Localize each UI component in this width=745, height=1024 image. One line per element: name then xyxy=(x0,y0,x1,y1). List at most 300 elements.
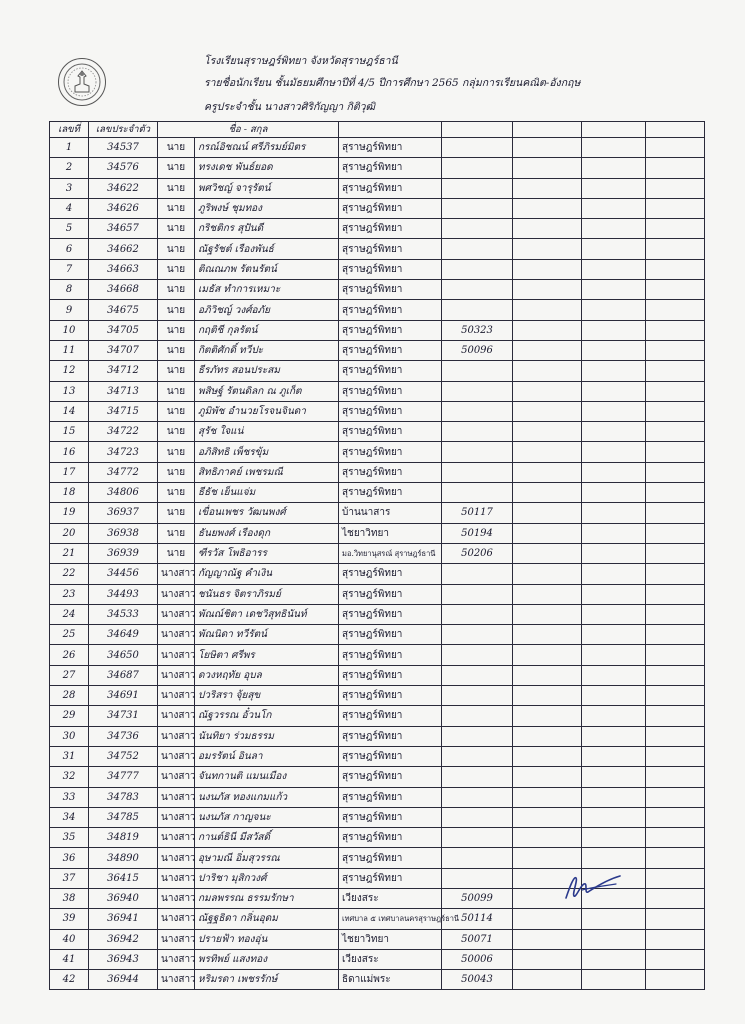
cell-empty xyxy=(582,320,646,340)
cell-title: นางสาว xyxy=(158,665,195,685)
cell-no: 23 xyxy=(50,584,89,604)
cell-empty xyxy=(513,523,582,543)
cell-empty xyxy=(513,138,582,158)
cell-student-id: 34622 xyxy=(89,178,158,198)
cell-student-id: 34712 xyxy=(89,361,158,381)
cell-no: 3 xyxy=(50,178,89,198)
cell-school: สุราษฎร์พิทยา xyxy=(339,300,442,320)
cell-empty xyxy=(513,909,582,929)
table-row xyxy=(50,259,705,279)
table-row xyxy=(50,219,705,239)
cell-empty xyxy=(582,138,646,158)
cell-empty xyxy=(646,340,705,360)
cell-title: นางสาว xyxy=(158,929,195,949)
cell-title: นางสาว xyxy=(158,949,195,969)
cell-empty xyxy=(646,381,705,401)
col-header-empty xyxy=(582,122,646,138)
cell-school: สุราษฎร์พิทยา xyxy=(339,807,442,827)
cell-empty xyxy=(582,381,646,401)
cell-empty xyxy=(513,422,582,442)
cell-empty xyxy=(513,604,582,624)
cell-empty xyxy=(582,198,646,218)
cell-name: ณัฐวรรณ อั๋วนโก xyxy=(195,706,339,726)
cell-empty xyxy=(582,604,646,624)
cell-empty xyxy=(513,767,582,787)
cell-empty xyxy=(582,645,646,665)
cell-code xyxy=(442,868,513,888)
cell-empty xyxy=(646,625,705,645)
cell-empty xyxy=(646,746,705,766)
cell-student-id: 34752 xyxy=(89,746,158,766)
cell-school: สุราษฎร์พิทยา xyxy=(339,564,442,584)
table-row xyxy=(50,929,705,949)
cell-title: นาย xyxy=(158,138,195,158)
cell-empty xyxy=(513,483,582,503)
cell-student-id: 36938 xyxy=(89,523,158,543)
cell-empty xyxy=(582,158,646,178)
cell-no: 39 xyxy=(50,909,89,929)
cell-student-id: 34731 xyxy=(89,706,158,726)
cell-school: สุราษฎร์พิทยา xyxy=(339,361,442,381)
cell-title: นางสาว xyxy=(158,909,195,929)
cell-title: นางสาว xyxy=(158,686,195,706)
table-row xyxy=(50,239,705,259)
cell-code xyxy=(442,787,513,807)
cell-empty xyxy=(646,787,705,807)
cell-code xyxy=(442,178,513,198)
cell-empty xyxy=(513,158,582,178)
cell-empty xyxy=(513,807,582,827)
cell-code xyxy=(442,706,513,726)
cell-student-id: 34663 xyxy=(89,259,158,279)
cell-no: 2 xyxy=(50,158,89,178)
table-row xyxy=(50,442,705,462)
cell-code xyxy=(442,584,513,604)
cell-name: ภูริพงษ์ ชุมทอง xyxy=(195,198,339,218)
cell-school: สุราษฎร์พิทยา xyxy=(339,584,442,604)
cell-student-id: 34675 xyxy=(89,300,158,320)
cell-code xyxy=(442,239,513,259)
cell-code xyxy=(442,726,513,746)
cell-code xyxy=(442,645,513,665)
cell-student-id: 34723 xyxy=(89,442,158,462)
cell-name: อุษามณี อิ่มสุวรรณ xyxy=(195,848,339,868)
cell-title: นาย xyxy=(158,239,195,259)
cell-title: นาย xyxy=(158,340,195,360)
cell-empty xyxy=(646,462,705,482)
cell-empty xyxy=(646,483,705,503)
table-row xyxy=(50,564,705,584)
cell-no: 29 xyxy=(50,706,89,726)
cell-empty xyxy=(513,259,582,279)
cell-no: 16 xyxy=(50,442,89,462)
cell-name: กรณ์อิชณน์ ศรีภิรมย์มิตร xyxy=(195,138,339,158)
cell-title: นาย xyxy=(158,158,195,178)
cell-empty xyxy=(513,503,582,523)
cell-empty xyxy=(646,300,705,320)
cell-code xyxy=(442,138,513,158)
cell-code: 50194 xyxy=(442,523,513,543)
cell-name: ติณณภพ รัตนรัตน์ xyxy=(195,259,339,279)
cell-empty xyxy=(646,442,705,462)
cell-empty xyxy=(582,361,646,381)
table-row xyxy=(50,909,705,929)
cell-empty xyxy=(582,259,646,279)
cell-empty xyxy=(646,848,705,868)
cell-no: 37 xyxy=(50,868,89,888)
cell-empty xyxy=(513,686,582,706)
cell-school: สุราษฎร์พิทยา xyxy=(339,868,442,888)
cell-name: ทรงเดช พันธ์ยอด xyxy=(195,158,339,178)
cell-name: เขื่อนเพชร วัฒนพงศ์ xyxy=(195,503,339,523)
cell-code xyxy=(442,401,513,421)
table-row xyxy=(50,949,705,969)
table-row xyxy=(50,828,705,848)
cell-empty xyxy=(513,361,582,381)
table-body xyxy=(50,138,705,990)
cell-title: นางสาว xyxy=(158,604,195,624)
cell-empty xyxy=(513,929,582,949)
cell-name: สุรัช ใจแน่ xyxy=(195,422,339,442)
cell-empty xyxy=(646,868,705,888)
cell-empty xyxy=(513,828,582,848)
cell-student-id: 34687 xyxy=(89,665,158,685)
cell-student-id: 34713 xyxy=(89,381,158,401)
cell-empty xyxy=(513,970,582,990)
cell-empty xyxy=(646,320,705,340)
cell-no: 31 xyxy=(50,746,89,766)
cell-code xyxy=(442,361,513,381)
table-header-row xyxy=(50,122,705,138)
cell-name: ปวริสรา จุ้ยสุข xyxy=(195,686,339,706)
cell-student-id: 36943 xyxy=(89,949,158,969)
cell-name: ธันยพงศ์ เรืองดุก xyxy=(195,523,339,543)
school-title: โรงเรียนสุราษฎร์พิทยา จังหวัดสุราษฎร์ธานี xyxy=(204,55,398,67)
cell-empty xyxy=(513,665,582,685)
cell-empty xyxy=(513,219,582,239)
cell-name: ปาริชา มุสิกวงศ์ xyxy=(195,868,339,888)
cell-name: พรทิพย์ แสงทอง xyxy=(195,949,339,969)
cell-no: 10 xyxy=(50,320,89,340)
cell-empty xyxy=(646,828,705,848)
cell-name: ดวงหฤทัย อุบล xyxy=(195,665,339,685)
table-row xyxy=(50,300,705,320)
cell-empty xyxy=(582,523,646,543)
table-row xyxy=(50,686,705,706)
cell-empty xyxy=(513,848,582,868)
table-row xyxy=(50,645,705,665)
cell-empty xyxy=(582,422,646,442)
table-row xyxy=(50,604,705,624)
cell-empty xyxy=(513,645,582,665)
cell-student-id: 34657 xyxy=(89,219,158,239)
cell-student-id: 34456 xyxy=(89,564,158,584)
cell-empty xyxy=(582,970,646,990)
cell-student-id: 34576 xyxy=(89,158,158,178)
cell-school: สุราษฎร์พิทยา xyxy=(339,381,442,401)
cell-school: สุราษฎร์พิทยา xyxy=(339,604,442,624)
cell-school: สุราษฎร์พิทยา xyxy=(339,746,442,766)
cell-name: กมลพรรณ ธรรมรักษา xyxy=(195,888,339,908)
cell-name: หริมรดา เพชรรักษ์ xyxy=(195,970,339,990)
table-row xyxy=(50,665,705,685)
cell-code: 50006 xyxy=(442,949,513,969)
table-row xyxy=(50,523,705,543)
cell-student-id: 34777 xyxy=(89,767,158,787)
cell-empty xyxy=(582,280,646,300)
cell-name: อภิสิทธิ เพ็ชรขุ้ม xyxy=(195,442,339,462)
cell-empty xyxy=(582,219,646,239)
cell-student-id: 34493 xyxy=(89,584,158,604)
cell-empty xyxy=(582,239,646,259)
cell-empty xyxy=(582,340,646,360)
col-header-empty xyxy=(513,122,582,138)
cell-no: 13 xyxy=(50,381,89,401)
cell-empty xyxy=(513,949,582,969)
cell-student-id: 34691 xyxy=(89,686,158,706)
cell-empty xyxy=(646,665,705,685)
cell-school: สุราษฎร์พิทยา xyxy=(339,787,442,807)
cell-no: 38 xyxy=(50,888,89,908)
cell-empty xyxy=(513,239,582,259)
cell-code xyxy=(442,686,513,706)
cell-empty xyxy=(646,726,705,746)
cell-name: กัญญาณัฐ คำเงิน xyxy=(195,564,339,584)
school-emblem-icon xyxy=(58,58,106,106)
cell-school: สุราษฎร์พิทยา xyxy=(339,767,442,787)
table-row xyxy=(50,138,705,158)
cell-title: นาย xyxy=(158,483,195,503)
cell-school: เทศบาล ๕ เทศบาลนครสุราษฎร์ธานี xyxy=(339,909,442,929)
cell-empty xyxy=(513,442,582,462)
cell-no: 21 xyxy=(50,543,89,563)
cell-name: นงนภัส กาญจนะ xyxy=(195,807,339,827)
cell-name: ธีรภัทร สอนประสม xyxy=(195,361,339,381)
cell-code xyxy=(442,280,513,300)
table-row xyxy=(50,401,705,421)
table-row xyxy=(50,158,705,178)
cell-no: 22 xyxy=(50,564,89,584)
cell-student-id: 34783 xyxy=(89,787,158,807)
cell-title: นางสาว xyxy=(158,828,195,848)
cell-empty xyxy=(513,340,582,360)
cell-empty xyxy=(582,807,646,827)
cell-code xyxy=(442,828,513,848)
table-row xyxy=(50,706,705,726)
cell-code xyxy=(442,604,513,624)
table-row xyxy=(50,340,705,360)
cell-name: อมรรัตน์ อินลา xyxy=(195,746,339,766)
cell-student-id: 34715 xyxy=(89,401,158,421)
cell-no: 7 xyxy=(50,259,89,279)
cell-empty xyxy=(646,138,705,158)
cell-empty xyxy=(513,706,582,726)
col-header-empty xyxy=(339,122,442,138)
cell-no: 6 xyxy=(50,239,89,259)
cell-empty xyxy=(646,645,705,665)
cell-empty xyxy=(513,746,582,766)
cell-title: นางสาว xyxy=(158,767,195,787)
cell-name: จันทกานติ แมนเมือง xyxy=(195,767,339,787)
cell-school: ไชยาวิทยา xyxy=(339,929,442,949)
cell-name: ฑีรวัส โพธิอารร xyxy=(195,543,339,563)
cell-no: 9 xyxy=(50,300,89,320)
table-row xyxy=(50,483,705,503)
cell-empty xyxy=(646,949,705,969)
cell-empty xyxy=(582,909,646,929)
cell-empty xyxy=(582,746,646,766)
cell-student-id: 34785 xyxy=(89,807,158,827)
cell-no: 12 xyxy=(50,361,89,381)
cell-code xyxy=(442,767,513,787)
cell-no: 26 xyxy=(50,645,89,665)
table-row xyxy=(50,462,705,482)
cell-school: สุราษฎร์พิทยา xyxy=(339,706,442,726)
cell-student-id: 34707 xyxy=(89,340,158,360)
table-row xyxy=(50,320,705,340)
cell-code: 50099 xyxy=(442,888,513,908)
table-row xyxy=(50,422,705,442)
cell-student-id: 34626 xyxy=(89,198,158,218)
cell-student-id: 36937 xyxy=(89,503,158,523)
cell-title: นาย xyxy=(158,300,195,320)
cell-empty xyxy=(646,361,705,381)
cell-no: 19 xyxy=(50,503,89,523)
cell-name: กิตติศักดิ์ ทวีปะ xyxy=(195,340,339,360)
cell-title: นางสาว xyxy=(158,807,195,827)
table-row xyxy=(50,584,705,604)
cell-no: 36 xyxy=(50,848,89,868)
cell-code: 50323 xyxy=(442,320,513,340)
cell-empty xyxy=(582,178,646,198)
cell-empty xyxy=(513,584,582,604)
cell-empty xyxy=(646,503,705,523)
col-header-name: ชื่อ - สกุล xyxy=(158,122,339,138)
cell-title: นางสาว xyxy=(158,564,195,584)
cell-empty xyxy=(582,584,646,604)
cell-title: นางสาว xyxy=(158,645,195,665)
cell-school: สุราษฎร์พิทยา xyxy=(339,483,442,503)
cell-no: 1 xyxy=(50,138,89,158)
cell-no: 17 xyxy=(50,462,89,482)
col-header-empty xyxy=(442,122,513,138)
cell-no: 18 xyxy=(50,483,89,503)
table-row xyxy=(50,361,705,381)
cell-empty xyxy=(513,787,582,807)
cell-name: ภูมิพัช อำนวยโรจนจินดา xyxy=(195,401,339,421)
cell-title: นาย xyxy=(158,219,195,239)
cell-code xyxy=(442,665,513,685)
cell-school: มอ.วิทยานุสรณ์ สุราษฎร์ธานี xyxy=(339,543,442,563)
cell-code: 50096 xyxy=(442,340,513,360)
cell-no: 25 xyxy=(50,625,89,645)
cell-student-id: 34650 xyxy=(89,645,158,665)
col-header-empty xyxy=(646,122,705,138)
table-row xyxy=(50,381,705,401)
cell-empty xyxy=(582,686,646,706)
cell-empty xyxy=(646,909,705,929)
cell-title: นาย xyxy=(158,462,195,482)
cell-school: สุราษฎร์พิทยา xyxy=(339,320,442,340)
cell-student-id: 34722 xyxy=(89,422,158,442)
cell-code xyxy=(442,198,513,218)
cell-school: สุราษฎร์พิทยา xyxy=(339,178,442,198)
cell-student-id: 36415 xyxy=(89,868,158,888)
cell-name: โยษิตา ศรีพร xyxy=(195,645,339,665)
cell-no: 5 xyxy=(50,219,89,239)
cell-empty xyxy=(582,300,646,320)
cell-empty xyxy=(582,503,646,523)
cell-school: สุราษฎร์พิทยา xyxy=(339,462,442,482)
teacher-line: ครูประจำชั้น นางสาวศิริกัญญา กิติวุฒิ xyxy=(204,101,376,113)
cell-title: นางสาว xyxy=(158,706,195,726)
cell-code xyxy=(442,381,513,401)
table-row xyxy=(50,280,705,300)
cell-title: นาย xyxy=(158,381,195,401)
cell-empty xyxy=(646,564,705,584)
cell-no: 24 xyxy=(50,604,89,624)
cell-empty xyxy=(582,401,646,421)
cell-name: พัณนิดา ทวีรัตน์ xyxy=(195,625,339,645)
table-row xyxy=(50,625,705,645)
cell-code xyxy=(442,625,513,645)
cell-title: นาย xyxy=(158,401,195,421)
cell-empty xyxy=(646,198,705,218)
cell-name: ณัฐรัชต์ เรืองพันธ์ xyxy=(195,239,339,259)
cell-title: นางสาว xyxy=(158,584,195,604)
cell-empty xyxy=(582,543,646,563)
cell-empty xyxy=(582,665,646,685)
cell-name: ชนันธร จิตราภิรมย์ xyxy=(195,584,339,604)
cell-empty xyxy=(513,401,582,421)
cell-empty xyxy=(646,422,705,442)
cell-code: 50117 xyxy=(442,503,513,523)
cell-title: นางสาว xyxy=(158,848,195,868)
cell-code: 50114 xyxy=(442,909,513,929)
cell-school: สุราษฎร์พิทยา xyxy=(339,259,442,279)
cell-title: นาย xyxy=(158,503,195,523)
cell-empty xyxy=(582,767,646,787)
cell-name: กฤติชี กุลรัตน์ xyxy=(195,320,339,340)
table-row xyxy=(50,807,705,827)
cell-student-id: 34649 xyxy=(89,625,158,645)
cell-empty xyxy=(582,564,646,584)
cell-empty xyxy=(513,462,582,482)
table-row xyxy=(50,198,705,218)
document-header xyxy=(0,0,745,120)
cell-code xyxy=(442,564,513,584)
cell-code xyxy=(442,483,513,503)
cell-no: 35 xyxy=(50,828,89,848)
cell-no: 33 xyxy=(50,787,89,807)
cell-title: นาย xyxy=(158,442,195,462)
cell-no: 30 xyxy=(50,726,89,746)
cell-empty xyxy=(513,280,582,300)
cell-school: สุราษฎร์พิทยา xyxy=(339,645,442,665)
table-row xyxy=(50,970,705,990)
cell-empty xyxy=(582,483,646,503)
cell-student-id: 34772 xyxy=(89,462,158,482)
cell-empty xyxy=(646,259,705,279)
cell-school: เวียงสระ xyxy=(339,949,442,969)
cell-student-id: 34736 xyxy=(89,726,158,746)
cell-empty xyxy=(646,543,705,563)
cell-school: สุราษฎร์พิทยา xyxy=(339,198,442,218)
cell-empty xyxy=(646,888,705,908)
cell-empty xyxy=(582,442,646,462)
cell-name: นงนภัส ทองแกมแก้ว xyxy=(195,787,339,807)
table-row xyxy=(50,726,705,746)
